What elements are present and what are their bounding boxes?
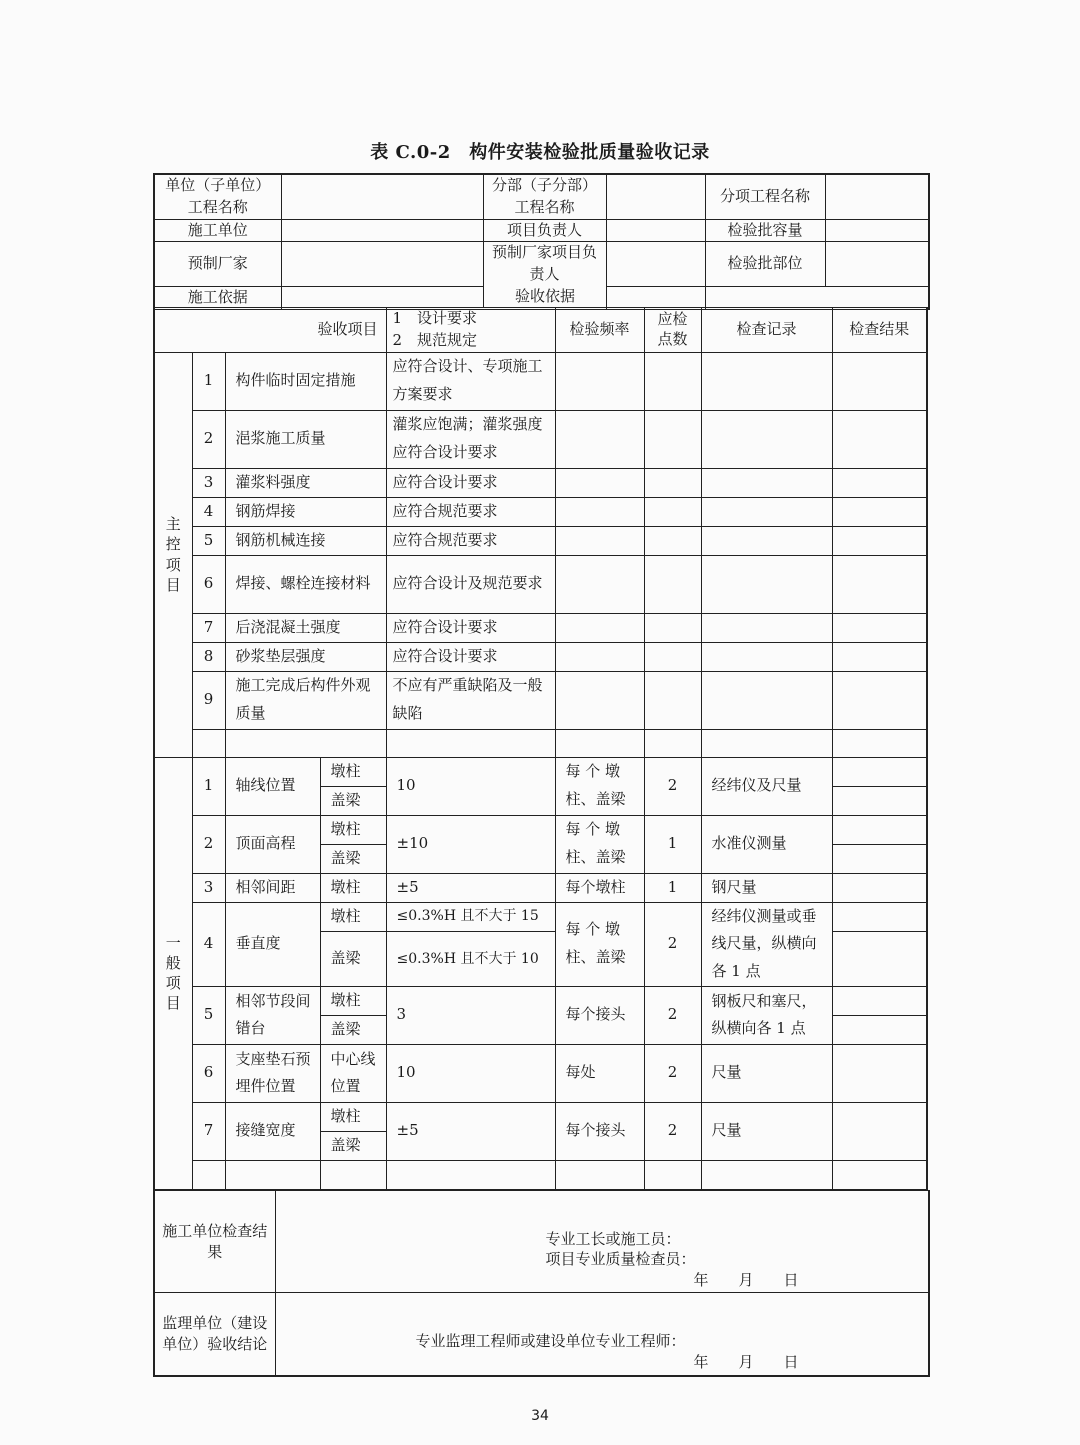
foreman-label: 专业工长或施工员： bbox=[545, 1230, 681, 1248]
item-name: 相邻间距 bbox=[225, 873, 320, 902]
date-2: 年 月 日 bbox=[693, 1353, 799, 1371]
frequency: 每个接头 bbox=[555, 986, 644, 1044]
item-requirement: 应符合设计、专项施工方案要求 bbox=[386, 352, 555, 410]
result-cell[interactable] bbox=[832, 468, 927, 497]
sub-item: 盖梁 bbox=[320, 931, 386, 986]
item-name: 相邻节段间错台 bbox=[225, 986, 320, 1044]
record: 钢尺量 bbox=[701, 873, 832, 902]
result-cell[interactable] bbox=[832, 757, 927, 786]
points-cell[interactable] bbox=[644, 352, 701, 410]
table-row bbox=[154, 352, 927, 410]
record-cell[interactable] bbox=[701, 671, 832, 729]
result-cell[interactable] bbox=[832, 844, 927, 873]
item-project-label: 分项工程名称 bbox=[705, 174, 825, 219]
item-name: 后浇混凝土强度 bbox=[225, 613, 386, 642]
sub-item: 盖梁 bbox=[320, 786, 386, 815]
item-no: 3 bbox=[192, 873, 225, 902]
result-cell[interactable] bbox=[832, 526, 927, 555]
item-project-value[interactable] bbox=[825, 174, 929, 219]
sub-item: 墩柱 bbox=[320, 873, 386, 902]
frequency-cell[interactable] bbox=[555, 526, 644, 555]
supervisor-engineer-label: 专业监理工程师或建设单位专业工程师： bbox=[415, 1332, 686, 1350]
points-cell[interactable] bbox=[644, 526, 701, 555]
table-row bbox=[154, 815, 927, 844]
points: 2 bbox=[644, 902, 701, 986]
points: 2 bbox=[644, 1102, 701, 1160]
item-no: 4 bbox=[192, 497, 225, 526]
prefab-manager-label: 预制厂家项目负责人 bbox=[483, 242, 606, 287]
result-cell[interactable] bbox=[832, 671, 927, 729]
record: 水准仪测量 bbox=[701, 815, 832, 873]
item-name: 施工完成后构件外观质量 bbox=[225, 671, 386, 729]
page-title: 表 C.0-2 构件安装检验批质量验收记录 bbox=[370, 142, 710, 163]
record: 钢板尺和塞尺，纵横向各 1 点 bbox=[701, 986, 832, 1044]
item-requirement: 应符合设计要求 bbox=[386, 468, 555, 497]
item-requirement: 应符合规范要求 bbox=[386, 497, 555, 526]
constructor-check-cell[interactable] bbox=[275, 1191, 929, 1293]
constructor-check-label: 施工单位检查结果 bbox=[154, 1191, 275, 1293]
item-name: 焊接、螺栓连接材料 bbox=[225, 555, 386, 613]
item-requirement: 应符合规范要求 bbox=[386, 526, 555, 555]
batch-capacity-value[interactable] bbox=[825, 219, 929, 242]
result-cell[interactable] bbox=[832, 986, 927, 1015]
result-cell[interactable] bbox=[832, 902, 927, 931]
points: 1 bbox=[644, 873, 701, 902]
frequency-cell[interactable] bbox=[555, 613, 644, 642]
points-cell[interactable] bbox=[644, 468, 701, 497]
batch-location-label: 检验批部位 bbox=[705, 242, 825, 287]
table-row bbox=[154, 468, 927, 497]
table-row bbox=[154, 1044, 927, 1102]
item-requirement: 应符合设计要求 bbox=[386, 642, 555, 671]
main-control-label: 主 控 项 目 bbox=[154, 352, 192, 757]
page-number: 34 bbox=[531, 1408, 549, 1424]
sub-item: 墩柱 bbox=[320, 757, 386, 786]
prefab-manager-value[interactable] bbox=[606, 242, 705, 287]
basis-label: 施工依据 bbox=[154, 286, 281, 309]
item-name: 灌浆料强度 bbox=[225, 468, 386, 497]
points-cell[interactable] bbox=[644, 555, 701, 613]
item-no: 7 bbox=[192, 1102, 225, 1160]
frequency-cell[interactable] bbox=[555, 497, 644, 526]
points-cell[interactable] bbox=[644, 671, 701, 729]
date-1: 年 月 日 bbox=[693, 1271, 799, 1289]
item-name: 构件临时固定措施 bbox=[225, 352, 386, 410]
points: 2 bbox=[644, 757, 701, 815]
table-row-blank bbox=[154, 729, 927, 757]
item-no: 2 bbox=[192, 815, 225, 873]
item-no: 4 bbox=[192, 902, 225, 986]
frequency-cell[interactable] bbox=[555, 410, 644, 468]
frequency-cell[interactable] bbox=[555, 671, 644, 729]
result-cell[interactable] bbox=[832, 352, 927, 410]
result-cell[interactable] bbox=[832, 1044, 927, 1102]
item-name: 砂浆垫层强度 bbox=[225, 642, 386, 671]
table-row bbox=[154, 757, 927, 786]
table-row bbox=[154, 902, 927, 931]
record-cell[interactable] bbox=[701, 410, 832, 468]
result-cell[interactable] bbox=[832, 642, 927, 671]
item-name: 钢筋机械连接 bbox=[225, 526, 386, 555]
tolerance: 3 bbox=[386, 986, 555, 1044]
item-name: 顶面高程 bbox=[225, 815, 320, 873]
inspection-table bbox=[153, 307, 928, 1190]
item-no: 1 bbox=[192, 352, 225, 410]
result-cell[interactable] bbox=[832, 613, 927, 642]
acceptance-basis-label: 验收依据 bbox=[483, 286, 607, 307]
quality-inspector-label: 项目专业质量检查员： bbox=[545, 1250, 696, 1268]
points: 2 bbox=[644, 986, 701, 1044]
record-cell[interactable] bbox=[701, 526, 832, 555]
tolerance: ≤0.3%H 且不大于 10 bbox=[386, 931, 555, 986]
sub-item: 盖梁 bbox=[320, 844, 386, 873]
item-no: 6 bbox=[192, 1044, 225, 1102]
subdivision-label: 分部（子分部）工程名称 bbox=[483, 174, 606, 219]
record: 经纬仪及尺量 bbox=[701, 757, 832, 815]
col-acceptance-item: 验收项目 bbox=[154, 308, 386, 353]
tolerance: ≤0.3%H 且不大于 15 bbox=[386, 902, 555, 931]
table-row bbox=[154, 873, 927, 902]
result-cell[interactable] bbox=[832, 1102, 927, 1160]
col-record: 检查记录 bbox=[701, 308, 832, 353]
result-cell[interactable] bbox=[832, 555, 927, 613]
item-no: 5 bbox=[192, 986, 225, 1044]
frequency: 每处 bbox=[555, 1044, 644, 1102]
frequency-cell[interactable] bbox=[555, 352, 644, 410]
prefab-value[interactable] bbox=[281, 242, 483, 287]
result-cell[interactable] bbox=[832, 410, 927, 468]
sub-item: 墩柱 bbox=[320, 815, 386, 844]
sub-item: 墩柱 bbox=[320, 1102, 386, 1131]
prefab-label: 预制厂家 bbox=[154, 242, 281, 287]
points-cell[interactable] bbox=[644, 410, 701, 468]
batch-capacity-label: 检验批容量 bbox=[705, 219, 825, 242]
record-cell[interactable] bbox=[701, 613, 832, 642]
frequency: 每 个 墩 柱、盖梁 bbox=[555, 757, 644, 815]
item-name: 钢筋焊接 bbox=[225, 497, 386, 526]
record: 尺量 bbox=[701, 1102, 832, 1160]
frequency: 每 个 墩 柱、盖梁 bbox=[555, 902, 644, 986]
item-no: 6 bbox=[192, 555, 225, 613]
item-no: 1 bbox=[192, 757, 225, 815]
supervisor-cell[interactable] bbox=[275, 1293, 929, 1376]
result-cell[interactable] bbox=[832, 931, 927, 986]
item-requirement: 不应有严重缺陷及一般缺陷 bbox=[386, 671, 555, 729]
item-no: 8 bbox=[192, 642, 225, 671]
points-cell[interactable] bbox=[644, 613, 701, 642]
frequency: 每个墩柱 bbox=[555, 873, 644, 902]
table-row bbox=[154, 1102, 927, 1131]
sub-item: 墩柱 bbox=[320, 902, 386, 931]
tolerance: ±5 bbox=[386, 1102, 555, 1160]
project-manager-label: 项目负责人 bbox=[483, 219, 606, 242]
req-1: 1 设计要求 bbox=[392, 309, 478, 327]
frequency-cell[interactable] bbox=[555, 468, 644, 497]
points-cell[interactable] bbox=[644, 642, 701, 671]
signature-table bbox=[153, 1190, 930, 1377]
table-row-blank bbox=[154, 1160, 927, 1189]
record: 尺量 bbox=[701, 1044, 832, 1102]
tolerance: 10 bbox=[386, 1044, 555, 1102]
record-cell[interactable] bbox=[701, 352, 832, 410]
record-cell[interactable] bbox=[701, 642, 832, 671]
record: 经纬仪测量或垂线尺量，纵横向各 1 点 bbox=[701, 902, 832, 986]
subdivision-value[interactable] bbox=[606, 174, 705, 219]
item-no: 2 bbox=[192, 410, 225, 468]
record-cell[interactable] bbox=[701, 497, 832, 526]
tolerance: 10 bbox=[386, 757, 555, 815]
unit-name-label: 单位（子单位）工程名称 bbox=[154, 174, 281, 219]
unit-name-value[interactable] bbox=[281, 174, 483, 219]
frequency: 每个接头 bbox=[555, 1102, 644, 1160]
table-row bbox=[154, 497, 927, 526]
item-requirement: 应符合设计及规范要求 bbox=[386, 555, 555, 613]
project-manager-value[interactable] bbox=[606, 219, 705, 242]
frequency-cell[interactable] bbox=[555, 555, 644, 613]
table-row bbox=[154, 613, 927, 642]
sub-item: 中心线位置 bbox=[320, 1044, 386, 1102]
sub-item: 盖梁 bbox=[320, 1131, 386, 1160]
col-frequency: 检验频率 bbox=[555, 308, 644, 353]
table-row bbox=[154, 526, 927, 555]
item-requirement: 应符合设计要求 bbox=[386, 613, 555, 642]
table-row bbox=[154, 410, 927, 468]
frequency-cell[interactable] bbox=[555, 642, 644, 671]
tolerance: ±10 bbox=[386, 815, 555, 873]
item-no: 3 bbox=[192, 468, 225, 497]
points-cell[interactable] bbox=[644, 497, 701, 526]
acceptance-basis-cell[interactable] bbox=[606, 286, 929, 309]
frequency: 每 个 墩 柱、盖梁 bbox=[555, 815, 644, 873]
item-name: 支座垫石预埋件位置 bbox=[225, 1044, 320, 1102]
result-cell[interactable] bbox=[832, 1015, 927, 1044]
table-row bbox=[154, 555, 927, 613]
item-requirement: 灌浆应饱满；灌浆强度应符合设计要求 bbox=[386, 410, 555, 468]
constructor-label: 施工单位 bbox=[154, 219, 281, 242]
sub-item: 盖梁 bbox=[320, 1015, 386, 1044]
table-row bbox=[154, 986, 927, 1015]
result-cell[interactable] bbox=[832, 497, 927, 526]
batch-location-value[interactable] bbox=[825, 242, 929, 287]
tolerance: ±5 bbox=[386, 873, 555, 902]
item-name: 垂直度 bbox=[225, 902, 320, 986]
table-row bbox=[154, 642, 927, 671]
item-name: 轴线位置 bbox=[225, 757, 320, 815]
item-no: 5 bbox=[192, 526, 225, 555]
record-cell[interactable] bbox=[701, 555, 832, 613]
table-row bbox=[154, 671, 927, 729]
constructor-value[interactable] bbox=[281, 219, 483, 242]
result-cell[interactable] bbox=[832, 815, 927, 844]
item-name: 接缝宽度 bbox=[225, 1102, 320, 1160]
col-points: 应检点数 bbox=[644, 308, 701, 353]
item-no: 7 bbox=[192, 613, 225, 642]
points: 1 bbox=[644, 815, 701, 873]
result-cell[interactable] bbox=[832, 786, 927, 815]
sub-item: 墩柱 bbox=[320, 986, 386, 1015]
item-no: 9 bbox=[192, 671, 225, 729]
result-cell[interactable] bbox=[832, 873, 927, 902]
item-name: 浥浆施工质量 bbox=[225, 410, 386, 468]
points: 2 bbox=[644, 1044, 701, 1102]
req-2: 2 规范规定 bbox=[392, 330, 478, 349]
col-requirements bbox=[386, 308, 555, 353]
col-result: 检查结果 bbox=[832, 308, 927, 353]
record-cell[interactable] bbox=[701, 468, 832, 497]
general-label: 一 般 项 目 bbox=[154, 757, 192, 1189]
supervisor-label: 监理单位（建设单位）验收结论 bbox=[154, 1293, 275, 1376]
